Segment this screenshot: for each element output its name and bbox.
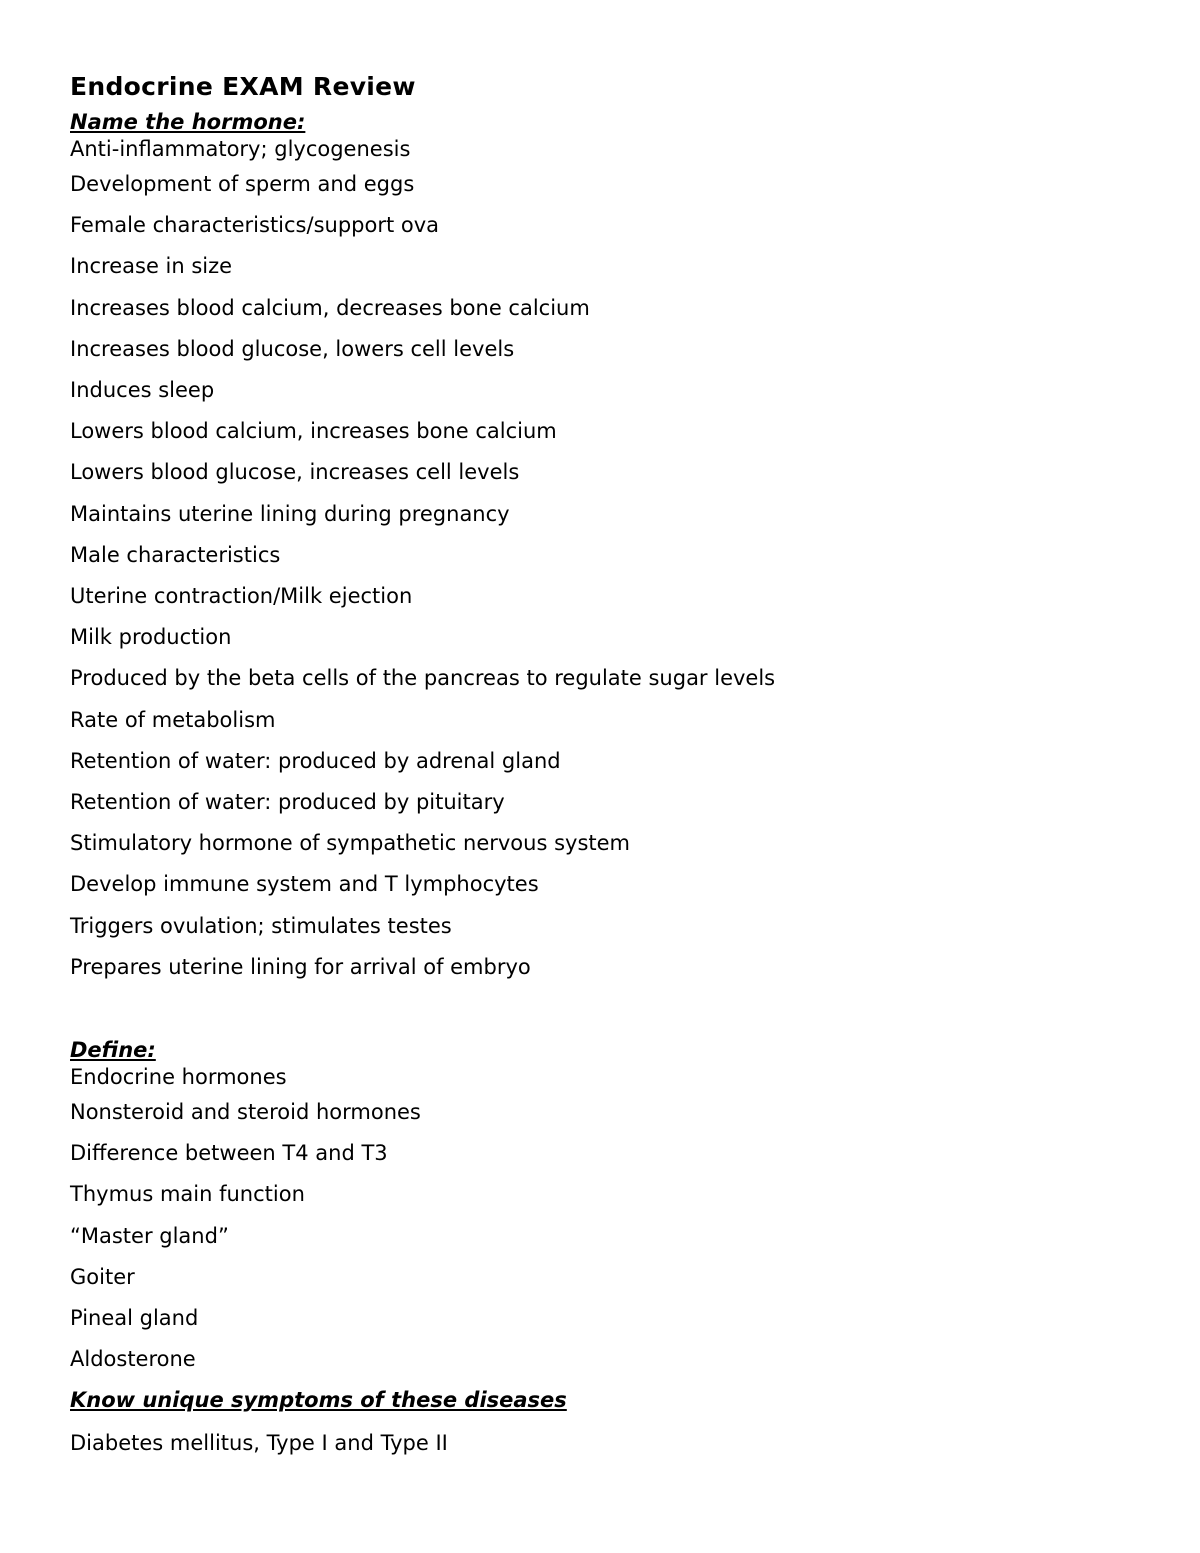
section-heading-define: Define: [70, 1038, 156, 1063]
define-item: “Master gland” [70, 1223, 229, 1248]
define-item: Nonsteroid and steroid hormones [70, 1100, 421, 1125]
hormone-item: Anti-inflammatory; glycogenesis [70, 137, 411, 161]
hormone-item: Induces sleep [70, 378, 215, 403]
hormone-item: Maintains uterine lining during pregnancy [70, 501, 510, 526]
hormone-item: Increase in size [70, 254, 233, 279]
hormone-item: Triggers ovulation; stimulates testes [70, 913, 452, 938]
hormone-item: Female characteristics/support ova [70, 213, 440, 238]
hormone-item: Male characteristics [70, 542, 281, 567]
section-spacer [70, 988, 1130, 1038]
define-list [70, 1062, 1130, 1380]
define-item: Endocrine hormones [70, 1065, 287, 1090]
define-item: Aldosterone [70, 1347, 196, 1372]
hormone-item: Milk production [70, 625, 232, 650]
hormone-item: Stimulatory hormone of sympathetic nervous system [70, 831, 630, 856]
hormone-item: Retention of water: produced by adrenal gland [70, 748, 561, 773]
document-page [70, 68, 1130, 1466]
define-item: Pineal gland [70, 1306, 199, 1331]
section-heading-name-the-hormone: Name the hormone: [70, 110, 306, 134]
hormone-list [70, 134, 1130, 988]
hormone-item: Produced by the beta cells of the pancreas to regulate sugar levels [70, 666, 776, 691]
document-title: Endocrine EXAM Review [70, 72, 416, 101]
hormone-item: Uterine contraction/Milk ejection [70, 584, 413, 609]
hormone-item: Increases blood calcium, decreases bone calcium [70, 295, 590, 320]
hormone-item: Retention of water: produced by pituitary [70, 790, 505, 815]
hormone-item: Lowers blood calcium, increases bone calcium [70, 419, 557, 444]
hormone-item: Increases blood glucose, lowers cell levels [70, 336, 515, 361]
hormone-item: Development of sperm and eggs [70, 172, 415, 196]
disease-item: Diabetes mellitus, Type I and Type II [70, 1431, 448, 1456]
define-item: Goiter [70, 1264, 135, 1289]
hormone-item: Prepares uterine lining for arrival of embryo [70, 954, 531, 979]
diseases-list [70, 1421, 1130, 1466]
define-item: Difference between T4 and T3 [70, 1141, 388, 1166]
hormone-item: Develop immune system and T lymphocytes [70, 872, 539, 897]
hormone-item: Lowers blood glucose, increases cell levels [70, 460, 520, 485]
hormone-item: Rate of metabolism [70, 707, 276, 732]
section-heading-diseases: Know unique symptoms of these diseases [70, 1388, 567, 1413]
define-item: Thymus main function [70, 1182, 305, 1207]
